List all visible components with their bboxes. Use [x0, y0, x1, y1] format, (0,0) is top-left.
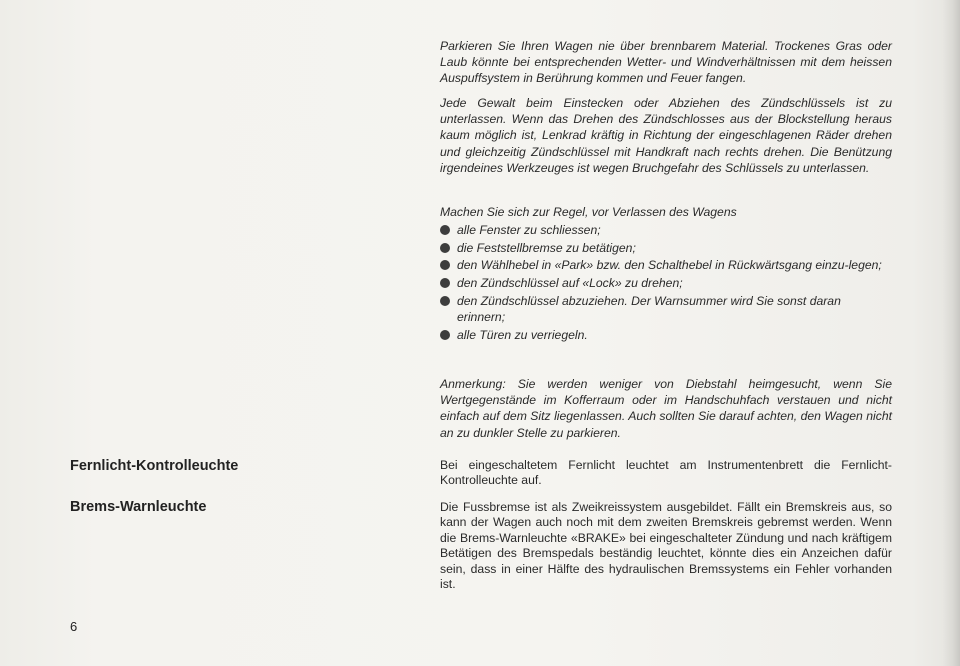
page-edge-shadow	[942, 0, 960, 666]
note-paragraph: Anmerkung: Sie werden weniger von Diebstahl heimgesucht, wenn Sie Wertgegenstände im Kofferraum oder im Handschuhfach verstauen und nicht einfach auf dem Sitz liegenlassen. Auch sollten Sie darauf achten, den Wagen nicht an zu dunkler Stelle zu parkieren.	[440, 377, 892, 440]
brake-warning-paragraph: Die Fussbremse ist als Zweikreissystem ausgebildet. Fällt ein Bremskreis aus, so kann der Wagen auch noch mit dem zweiten Bremskreis gebremst werden. Wenn die Brems-Warnleuchte «BRAKE» bei eingeschalteter Zündung und nach kräftigem Betätigen des Bremspedals beständig leuchtet, könnte dies ein Anzeichen dafür sein, dass in einer Hälfte des hydraulischen Bremssystems ein Fehler vorhanden ist.	[440, 500, 892, 592]
parking-paragraph: Parkieren Sie Ihren Wagen nie über brennbarem Material. Trockenes Gras oder Laub könnte bei entsprechenden Wetter- und Windverhältnissen mit dem heissen Auspuffsystem in Berührung kommen und Feuer fangen.	[440, 39, 892, 86]
bullet-dot-icon	[440, 330, 450, 340]
checklist-item: den Zündschlüssel abzuziehen. Der Warnsummer wird Sie sonst daran erinnern;	[440, 293, 892, 325]
high-beam-paragraph: Bei eingeschaltetem Fernlicht leuchtet am Instrumentenbrett die Fernlicht-Kontrolleuchte auf.	[440, 458, 892, 488]
checklist-item: alle Türen zu verriegeln.	[440, 327, 892, 343]
page-number: 6	[70, 619, 78, 634]
high-beam-heading: Fernlicht-Kontrolleuchte	[70, 458, 239, 474]
bullet-dot-icon	[440, 278, 450, 288]
checklist-item: den Wählhebel in «Park» bzw. den Schalthebel in Rückwärtsgang einzu-legen;	[440, 257, 892, 273]
bullet-dot-icon	[440, 243, 450, 253]
checklist-item: den Zündschlüssel auf «Lock» zu drehen;	[440, 275, 892, 291]
rule-intro-paragraph: Machen Sie sich zur Regel, vor Verlassen des Wagens	[440, 205, 737, 219]
checklist-item: alle Fenster zu schliessen;	[440, 222, 892, 238]
bullet-dot-icon	[440, 260, 450, 270]
brake-warning-heading: Brems-Warnleuchte	[70, 499, 207, 515]
bullet-dot-icon	[440, 225, 450, 235]
leaving-car-checklist	[440, 222, 892, 344]
ignition-key-paragraph: Jede Gewalt beim Einstecken oder Abziehen des Zündschlüssels ist zu unterlassen. Wenn das Drehen des Zündschlosses aus der Blockstellung heraus kaum möglich ist, Lenkrad kräftig in Richtung der eingeschlagenen Räder drehen und gleichzeitig Zündschlüssel mit Handkraft nach rechts drehen. Die Benützung irgendeines Werkzeuges ist wegen Bruchgefahr des Schlüssels zu unterlassen.	[440, 96, 892, 175]
checklist-item: die Feststellbremse zu betätigen;	[440, 240, 892, 256]
bullet-dot-icon	[440, 296, 450, 306]
